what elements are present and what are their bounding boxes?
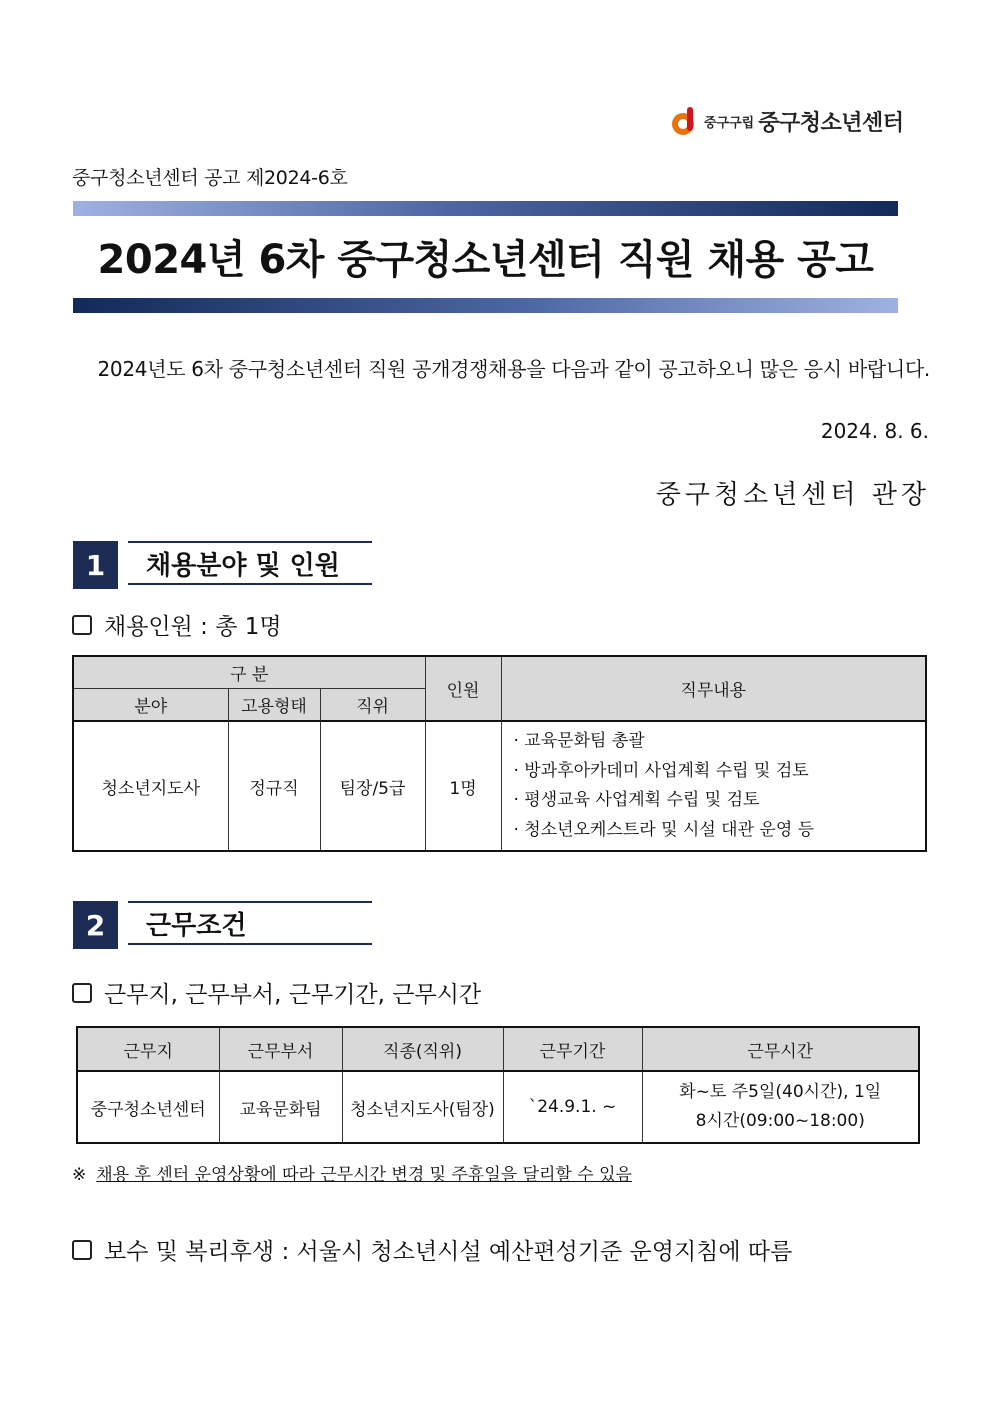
title-band-top	[73, 201, 898, 216]
pay-benefits-text: 보수 및 복리후생 : 서울시 청소년시설 예산편성기준 운영지침에 따름	[104, 1239, 793, 1265]
checkbox-icon	[72, 1240, 92, 1260]
notice-number: 중구청소년센터 공고 제2024-6호	[72, 167, 348, 189]
table-row	[73, 721, 926, 851]
field-header: 분야	[73, 689, 228, 722]
headcount-check-item	[72, 608, 282, 641]
work-hours-note	[72, 1160, 632, 1185]
headcount-cell: 1명	[425, 721, 501, 851]
duty-item: · 방과후아카데미 사업계획 수립 및 검토	[513, 760, 809, 781]
section-2-title: 근무조건	[128, 901, 372, 945]
work-conditions-text: 근무지, 근무부서, 근무기간, 근무시간	[104, 982, 482, 1008]
recruitment-table	[72, 655, 927, 852]
work-conditions-table	[76, 1026, 920, 1144]
hours-cell	[642, 1071, 919, 1143]
note-mark: ※	[72, 1165, 87, 1185]
duty-item: · 평생교육 사업계획 수립 및 검토	[513, 790, 760, 810]
page-title: 2024년 6차 중구청소년센터 직원 채용 공고	[97, 237, 874, 283]
notice-date: 2024. 8. 6.	[820, 419, 929, 443]
signer: 중구청소년센터 관장	[655, 480, 930, 510]
headcount-text: 채용인원 : 총 1명	[104, 614, 282, 640]
department-cell: 교육문화팀	[219, 1071, 342, 1143]
work-conditions-check-item	[72, 976, 481, 1009]
workplace-cell: 중구청소년센터	[77, 1071, 219, 1143]
period-cell: `24.9.1. ~	[503, 1071, 642, 1143]
duty-item: · 교육문화팀 총괄	[513, 731, 645, 751]
checkbox-icon	[72, 983, 92, 1003]
position-header: 직위	[320, 689, 425, 722]
employment-type-header: 고용형태	[228, 689, 320, 722]
employment-type-cell: 정규직	[228, 721, 320, 851]
table-row	[77, 1071, 919, 1143]
hours-line-2: 8시간(09:00~18:00)	[695, 1111, 865, 1131]
job-cell: 청소년지도사(팀장)	[342, 1071, 503, 1143]
logo-mark-icon	[670, 105, 698, 137]
position-cell: 팀장/5급	[320, 721, 425, 851]
duties-header: 직무내용	[501, 656, 926, 721]
period-header: 근무기간	[503, 1027, 642, 1071]
field-cell: 청소년지도사	[73, 721, 228, 851]
headcount-header: 인원	[425, 656, 501, 721]
hours-line-1: 화~토 주5일(40시간), 1일	[679, 1082, 882, 1102]
section-1-number: 1	[73, 541, 118, 589]
department-header: 근무부서	[219, 1027, 342, 1071]
logo-small-text: 중구구립	[704, 115, 755, 131]
group-header: 구 분	[73, 656, 425, 689]
center-logo	[670, 104, 904, 138]
intro-text: 2024년도 6차 중구청소년센터 직원 공개경쟁채용을 다음과 같이 공고하오니 많은 응시 바랍니다.	[97, 357, 930, 381]
note-text: 채용 후 센터 운영상황에 따라 근무시간 변경 및 주휴일을 달리할 수 있음	[96, 1165, 632, 1185]
title-band-bottom	[73, 298, 898, 313]
workplace-header: 근무지	[77, 1027, 219, 1071]
duties-cell	[501, 721, 926, 851]
hours-header: 근무시간	[642, 1027, 919, 1071]
logo-big-text: 중구청소년센터	[758, 110, 904, 136]
job-header: 직종(직위)	[342, 1027, 503, 1071]
checkbox-icon	[72, 615, 92, 635]
duty-item: · 청소년오케스트라 및 시설 대관 운영 등	[513, 819, 815, 840]
section-1-title: 채용분야 및 인원	[128, 541, 372, 585]
section-2-number: 2	[73, 901, 118, 949]
pay-benefits-check-item	[72, 1233, 792, 1266]
